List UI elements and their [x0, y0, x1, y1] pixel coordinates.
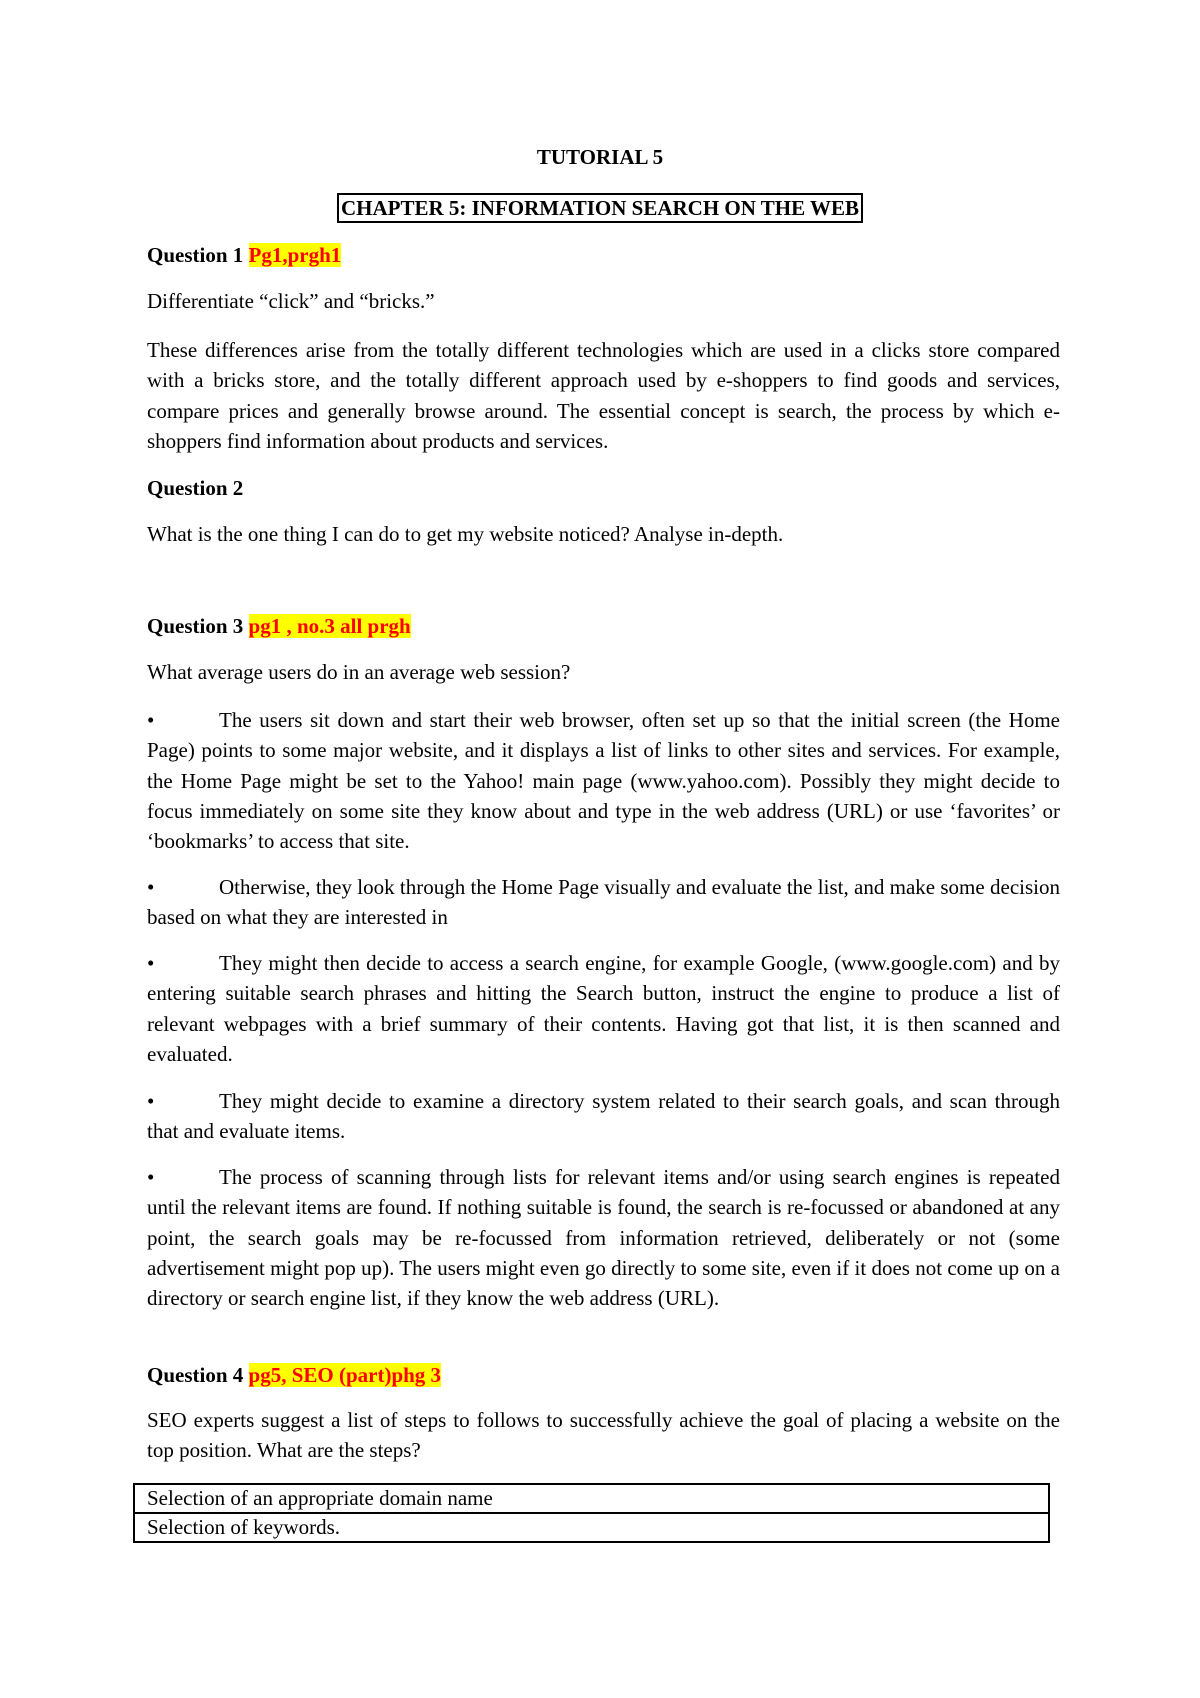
question-4-label: Question 4 [147, 1363, 244, 1387]
list-item-text: They might then decide to access a search engine, for example Google, (www.google.com) and by entering suitable search phrases and hitting the Search button, instruct the engine to produce a list of relevant webpages with a brief summary of their contents. Having got that list, it is then scanned and evaluated. [147, 951, 1060, 1066]
list-item-text: The users sit down and start their web browser, often set up so that the initial screen (the Home Page) points to some major website, and it displays a list of links to other sites and services. For example, the Home Page might be set to the Yahoo! main page (www.yahoo.com). Possibly they might decide to focus immediately on some site they know about and type in the web address (URL) or use ‘favorites’ or ‘bookmarks’ to access that site. [147, 708, 1060, 854]
question-3-note: pg1 , no.3 all prgh [248, 614, 411, 638]
question-1-label: Question 1 [147, 243, 244, 267]
list-item [147, 872, 1060, 933]
table-cell: Selection of an appropriate domain name [134, 1484, 1049, 1513]
question-2-heading [147, 476, 1060, 501]
bullet-icon: • [147, 875, 155, 899]
list-item [147, 1162, 1060, 1313]
seo-steps-table [133, 1483, 1050, 1543]
question-4-note: pg5, SEO (part)phg 3 [248, 1363, 442, 1387]
bullet-icon: • [147, 1089, 155, 1113]
list-item-text: Otherwise, they look through the Home Page visually and evaluate the list, and make some decision based on what they are interested in [147, 875, 1060, 930]
question-1-note: Pg1,prgh1 [248, 243, 342, 267]
chapter-heading: CHAPTER 5: INFORMATION SEARCH ON THE WEB [337, 193, 863, 223]
bullet-icon: • [147, 951, 155, 975]
list-item [147, 1086, 1060, 1147]
bullet-icon: • [147, 708, 155, 732]
page-title: TUTORIAL 5 [536, 145, 664, 169]
list-item-text: They might decide to examine a directory system related to their search goals, and scan through that and evaluate items. [147, 1089, 1060, 1144]
chapter-heading-wrap [0, 193, 1200, 223]
question-2-text: What is the one thing I can do to get my website noticed? Analyse in-depth. [147, 522, 784, 546]
question-1-heading [147, 243, 1060, 268]
list-item [147, 948, 1060, 1069]
table-row [134, 1513, 1049, 1542]
question-3-heading [147, 614, 1060, 639]
question-1-text: Differentiate “click” and “bricks.” [147, 289, 435, 313]
bullet-icon: • [147, 1165, 155, 1189]
question-1-answer: These differences arise from the totally different technologies which are used in a clicks store compared with a bricks store, and the totally different approach used by e-shoppers to find goods and services, compare prices and generally browse around. The essential concept is search, the process by which e-shoppers find information about products and services. [147, 338, 1060, 453]
question-4-heading [147, 1363, 1060, 1388]
table-row [134, 1484, 1049, 1513]
question-2-label: Question 2 [147, 476, 244, 500]
table-cell: Selection of keywords. [134, 1513, 1049, 1542]
list-item [147, 705, 1060, 856]
list-item-text: The process of scanning through lists for relevant items and/or using search engines is repeated until the relevant items are found. If nothing suitable is found, the search is re-focussed or abandoned at any point, the search goals may be re-focussed from information retrieved, deliberately or not (some advertisement might pop up). The users might even go directly to some site, even if it does not come up on a directory or search engine list, if they know the web address (URL). [147, 1165, 1060, 1311]
question-3-text: What average users do in an average web session? [147, 660, 571, 684]
question-4-text: SEO experts suggest a list of steps to follows to successfully achieve the goal of placing a website on the top position. What are the steps? [147, 1408, 1060, 1463]
question-3-label: Question 3 [147, 614, 244, 638]
